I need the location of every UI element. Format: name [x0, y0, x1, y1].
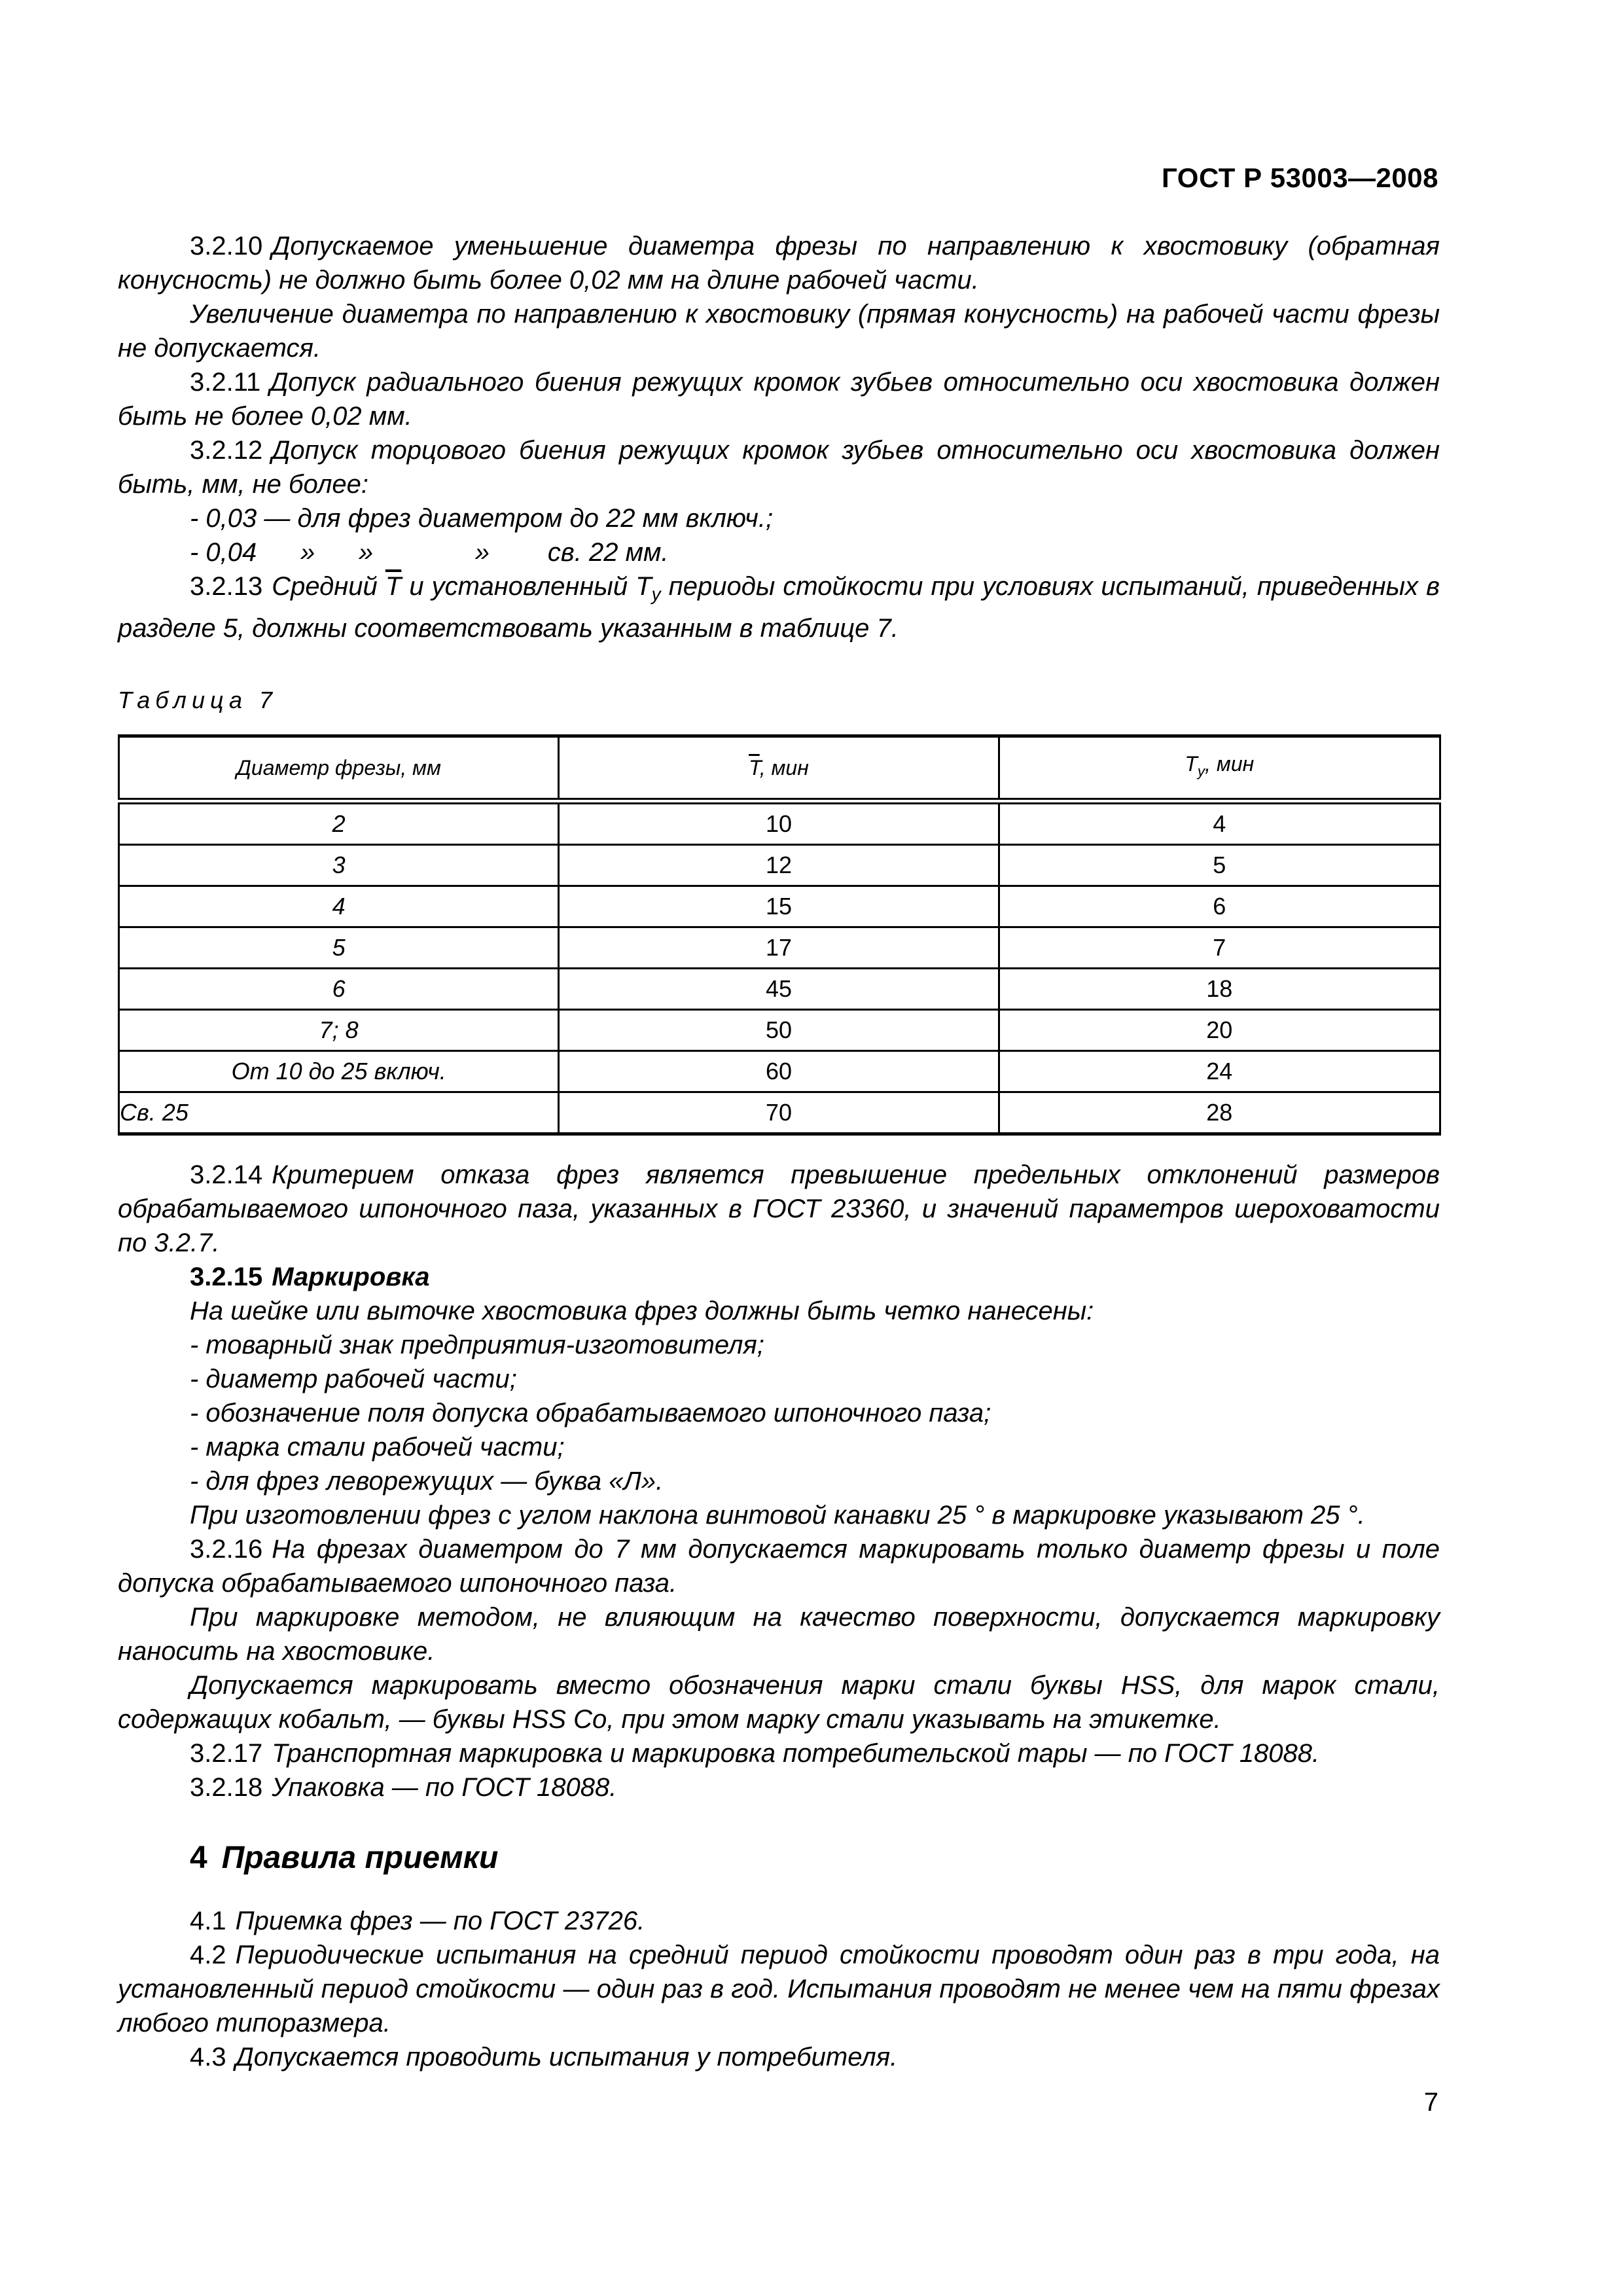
cell-t-mean: 60 [559, 1051, 999, 1092]
clause-3-2-14 [118, 1158, 1440, 1260]
cell-t-set: 24 [999, 1051, 1440, 1092]
clause-3-2-16-paragraph-2: При маркировке методом, не влияющим на качество поверхности, допускается маркировку наносить на хвостовике. [118, 1603, 1440, 1666]
cell-t-mean: 50 [559, 1010, 999, 1051]
table-row [119, 969, 1440, 1010]
clause-text: Допуск радиального биения режущих кромок зубьев относительно оси хвостовика должен быть не более 0,02 мм. [118, 368, 1440, 431]
cell-t-mean: 12 [559, 845, 999, 886]
clause-number: 3.2.13 [190, 572, 263, 601]
unit-label: , мин [1205, 752, 1255, 776]
clause-number: 3.2.14 [190, 1160, 263, 1189]
clause-text: Допускаемое уменьшение диаметра фрезы по направлению к хвостовику (обратная конусность) не должно быть более 0,02 мм на длине рабочей части. [118, 232, 1440, 295]
cell-diameter: 6 [119, 969, 559, 1010]
clause-number: 3.2.18 [190, 1773, 263, 1802]
cell-diameter: 7; 8 [119, 1010, 559, 1051]
section-number: 4 [190, 1840, 207, 1875]
cell-t-set: 4 [999, 801, 1440, 845]
clause-3-2-15-intro: На шейке или выточке хвостовика фрез должны быть четко нанесены: [190, 1297, 1094, 1325]
clause-text: Допускается проводить испытания у потребителя. [235, 2043, 898, 2072]
table-row [119, 801, 1440, 845]
table-7 [118, 734, 1441, 1136]
clause-3-2-17 [118, 1736, 1440, 1770]
cell-t-set: 18 [999, 969, 1440, 1010]
clause-4-3 [118, 2040, 1440, 2074]
cell-diameter: 3 [119, 845, 559, 886]
clause-text: и установленный [401, 572, 636, 601]
clause-text: Критерием отказа фрез является превышение предельных отклонений размеров обрабатываемого шпоночного паза, указанных в ГОСТ 23360, и значений параметров шероховатости по 3.2.7. [118, 1160, 1440, 1257]
clause-text: На фрезах диаметром до 7 мм допускается маркировать только диаметр фрезы и поле допуска обрабатываемого шпоночного паза. [118, 1535, 1440, 1598]
section-title: Правила приемки [221, 1840, 499, 1875]
clause-text: Приемка фрез — по ГОСТ 23726. [235, 1907, 645, 1935]
clause-text: Периодические испытания на средний период стойкости проводят один раз в три года, на установленный период стойкости — один раз в год. Испытания проводят не менее чем на пяти фрезах любого типоразмера. [118, 1941, 1440, 2037]
cell-diameter: 2 [119, 801, 559, 845]
clause-number: 3.2.10 [190, 232, 263, 260]
clause-text: Допуск торцового биения режущих кромок зубьев относительно оси хвостовика должен быть, мм, не более: [118, 436, 1440, 499]
clause-4-1 [118, 1904, 1440, 1938]
table-row [119, 886, 1440, 927]
symbol-t-set: T [635, 572, 652, 601]
cell-t-mean: 10 [559, 801, 999, 845]
document-id-header: ГОСТ Р 53003—2008 [1162, 162, 1438, 193]
clause-3-2-10-paragraph-2 [118, 297, 1440, 365]
list-item: - товарный знак предприятия-изготовителя; [190, 1331, 764, 1359]
header-diameter: Диаметр фрезы, мм [119, 736, 559, 802]
table-header-row [119, 736, 1440, 802]
unit-label: , мин [759, 756, 809, 780]
header-t-set [999, 736, 1440, 802]
clause-number: 4.1 [190, 1907, 226, 1935]
clause-number: 3.2.16 [190, 1535, 263, 1564]
list-item: - 0,04 » » » св. 22 мм. [190, 538, 669, 567]
list-item: - диаметр рабочей части; [190, 1365, 517, 1393]
table-row [119, 1051, 1440, 1092]
cell-diameter: 5 [119, 927, 559, 969]
clause-text: Транспортная маркировка и маркировка потребительской тары — по ГОСТ 18088. [272, 1739, 1320, 1768]
cell-t-mean: 17 [559, 927, 999, 969]
table-row [119, 927, 1440, 969]
clause-number: 4.2 [190, 1941, 226, 1969]
clause-text: Упаковка — по ГОСТ 18088. [272, 1773, 617, 1802]
clause-title: Маркировка [272, 1263, 430, 1291]
clause-4-2 [118, 1938, 1440, 2040]
cell-t-mean: 45 [559, 969, 999, 1010]
clause-number: 3.2.12 [190, 436, 263, 465]
clause-3-2-16-paragraph-3: Допускается маркировать вместо обозначения марки стали буквы HSS, для марок стали, содержащих кобальт, — буквы HSS Co, при этом марку стали указывать на этикетке. [118, 1671, 1440, 1734]
clause-3-2-15-note: При изготовлении фрез с углом наклона винтовой канавки 25 ° в маркировке указывают 25 °. [190, 1501, 1365, 1530]
cell-t-mean: 15 [559, 886, 999, 927]
table-row [119, 1092, 1440, 1134]
clause-text: периоды стойкости при условиях испытаний, приведенных в разделе 5, должны соответствовать указанным в таблице 7. [118, 572, 1440, 643]
clause-number: 3.2.17 [190, 1739, 263, 1768]
table-row [119, 1010, 1440, 1051]
table-row [119, 845, 1440, 886]
clause-text: Средний [272, 572, 385, 601]
cell-t-set: 5 [999, 845, 1440, 886]
cell-diameter: От 10 до 25 включ. [119, 1051, 559, 1092]
list-item: - обозначение поля допуска обрабатываемого шпоночного паза; [190, 1399, 991, 1427]
symbol-subscript: y [651, 584, 661, 604]
cell-diameter: 4 [119, 886, 559, 927]
clause-3-2-10 [118, 229, 1440, 297]
clause-3-2-18 [118, 1770, 1440, 1804]
cell-t-set: 28 [999, 1092, 1440, 1134]
symbol-t-mean: $\overline{T}$ [749, 756, 760, 780]
symbol-t-mean: $\overline{T}$ [385, 572, 402, 601]
cell-t-mean: 70 [559, 1092, 999, 1134]
symbol-subscript: y [1197, 763, 1205, 780]
cell-t-set: 7 [999, 927, 1440, 969]
list-item: - 0,03 — для фрез диаметром до 22 мм включ.; [190, 504, 774, 533]
list-item: - для фрез леворежущих — буква «Л». [190, 1467, 664, 1496]
clause-number: 3.2.11 [190, 368, 261, 397]
cell-diameter: Св. 25 [119, 1092, 559, 1134]
clause-number: 3.2.15 [190, 1263, 263, 1291]
clause-3-2-13 [118, 569, 1440, 645]
symbol-t-set: T [1185, 752, 1198, 776]
table-caption: Таблица 7 [118, 687, 278, 713]
list-item: - марка стали рабочей части; [190, 1433, 565, 1462]
clause-3-2-11 [118, 365, 1440, 433]
clause-number: 4.3 [190, 2043, 226, 2072]
cell-t-set: 6 [999, 886, 1440, 927]
clause-text: Увеличение диаметра по направлению к хвостовику (прямая конусность) на рабочей части фрезы не допускается. [118, 300, 1440, 363]
clause-3-2-15-heading [118, 1260, 1440, 1294]
cell-t-set: 20 [999, 1010, 1440, 1051]
page-number: 7 [1423, 2088, 1438, 2117]
document-body [118, 229, 1440, 2074]
clause-3-2-12 [118, 433, 1440, 501]
clause-3-2-16 [118, 1532, 1440, 1600]
header-t-mean [559, 736, 999, 802]
section-4-heading [118, 1841, 1440, 1875]
